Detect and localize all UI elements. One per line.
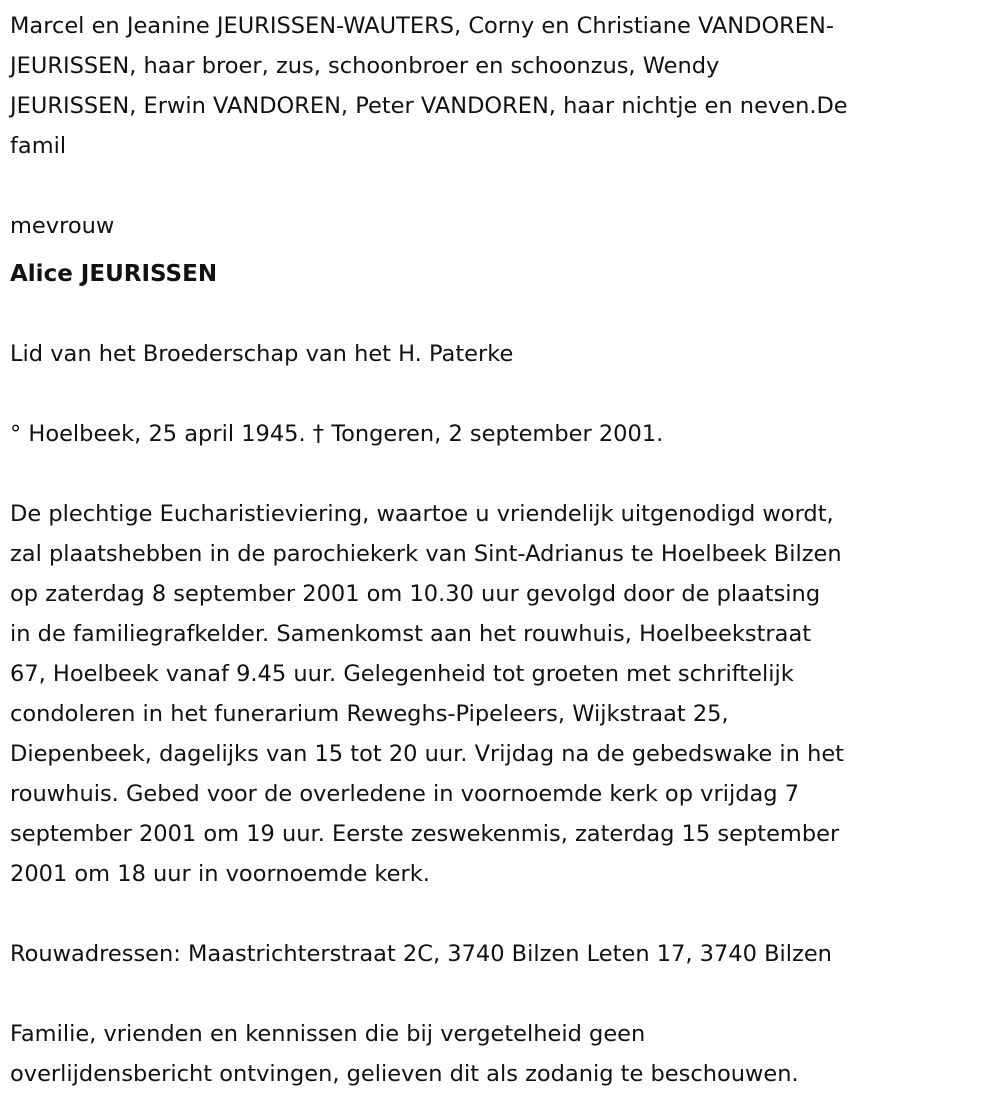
closing-paragraph xyxy=(10,1014,1000,1094)
intro-paragraph xyxy=(10,6,1000,166)
ceremony-line: condoleren in het funerarium Reweghs-Pipeleers, Wijkstraat 25, xyxy=(10,701,729,727)
ceremony-paragraph xyxy=(10,494,1000,894)
ceremony-line: in de familiegrafkelder. Samenkomst aan het rouwhuis, Hoelbeekstraat xyxy=(10,621,812,647)
intro-line: JEURISSEN, Erwin VANDOREN, Peter VANDOREN, haar nichtje en neven.De xyxy=(10,93,848,119)
closing-line: Familie, vrienden en kennissen die bij vergetelheid geen xyxy=(10,1021,646,1047)
ceremony-line: september 2001 om 19 uur. Eerste zeswekenmis, zaterdag 15 september xyxy=(10,821,840,847)
intro-line: Marcel en Jeanine JEURISSEN-WAUTERS, Corny en Christiane VANDOREN- xyxy=(10,13,834,39)
ceremony-line: op zaterdag 8 september 2001 om 10.30 uur gevolgd door de plaatsing xyxy=(10,581,821,607)
ceremony-line: 67, Hoelbeek vanaf 9.45 uur. Gelegenheid tot groeten met schriftelijk xyxy=(10,661,794,687)
intro-line: famil xyxy=(10,133,67,159)
deceased-name: Alice JEURISSEN xyxy=(10,261,218,287)
mourning-addresses: Rouwadressen: Maastrichterstraat 2C, 3740 Bilzen Leten 17, 3740 Bilzen xyxy=(10,941,832,967)
ceremony-line: 2001 om 18 uur in voornoemde kerk. xyxy=(10,861,430,887)
ceremony-line: Diepenbeek, dagelijks van 15 tot 20 uur. Vrijdag na de gebedswake in het xyxy=(10,741,844,767)
membership-text: Lid van het Broederschap van het H. Paterke xyxy=(10,341,514,367)
birth-death-dates: ° Hoelbeek, 25 april 1945. † Tongeren, 2 september 2001. xyxy=(10,421,664,447)
ceremony-line: De plechtige Eucharistieviering, waartoe u vriendelijk uitgenodigd wordt, xyxy=(10,501,834,527)
closing-line: overlijdensbericht ontvingen, gelieven dit als zodanig te beschouwen. xyxy=(10,1061,799,1087)
ceremony-line: rouwhuis. Gebed voor de overledene in voornoemde kerk op vrijdag 7 xyxy=(10,781,800,807)
deceased-title: mevrouw xyxy=(10,213,115,239)
ceremony-line: zal plaatshebben in de parochiekerk van Sint-Adrianus te Hoelbeek Bilzen xyxy=(10,541,842,567)
intro-line: JEURISSEN, haar broer, zus, schoonbroer en schoonzus, Wendy xyxy=(10,53,720,79)
